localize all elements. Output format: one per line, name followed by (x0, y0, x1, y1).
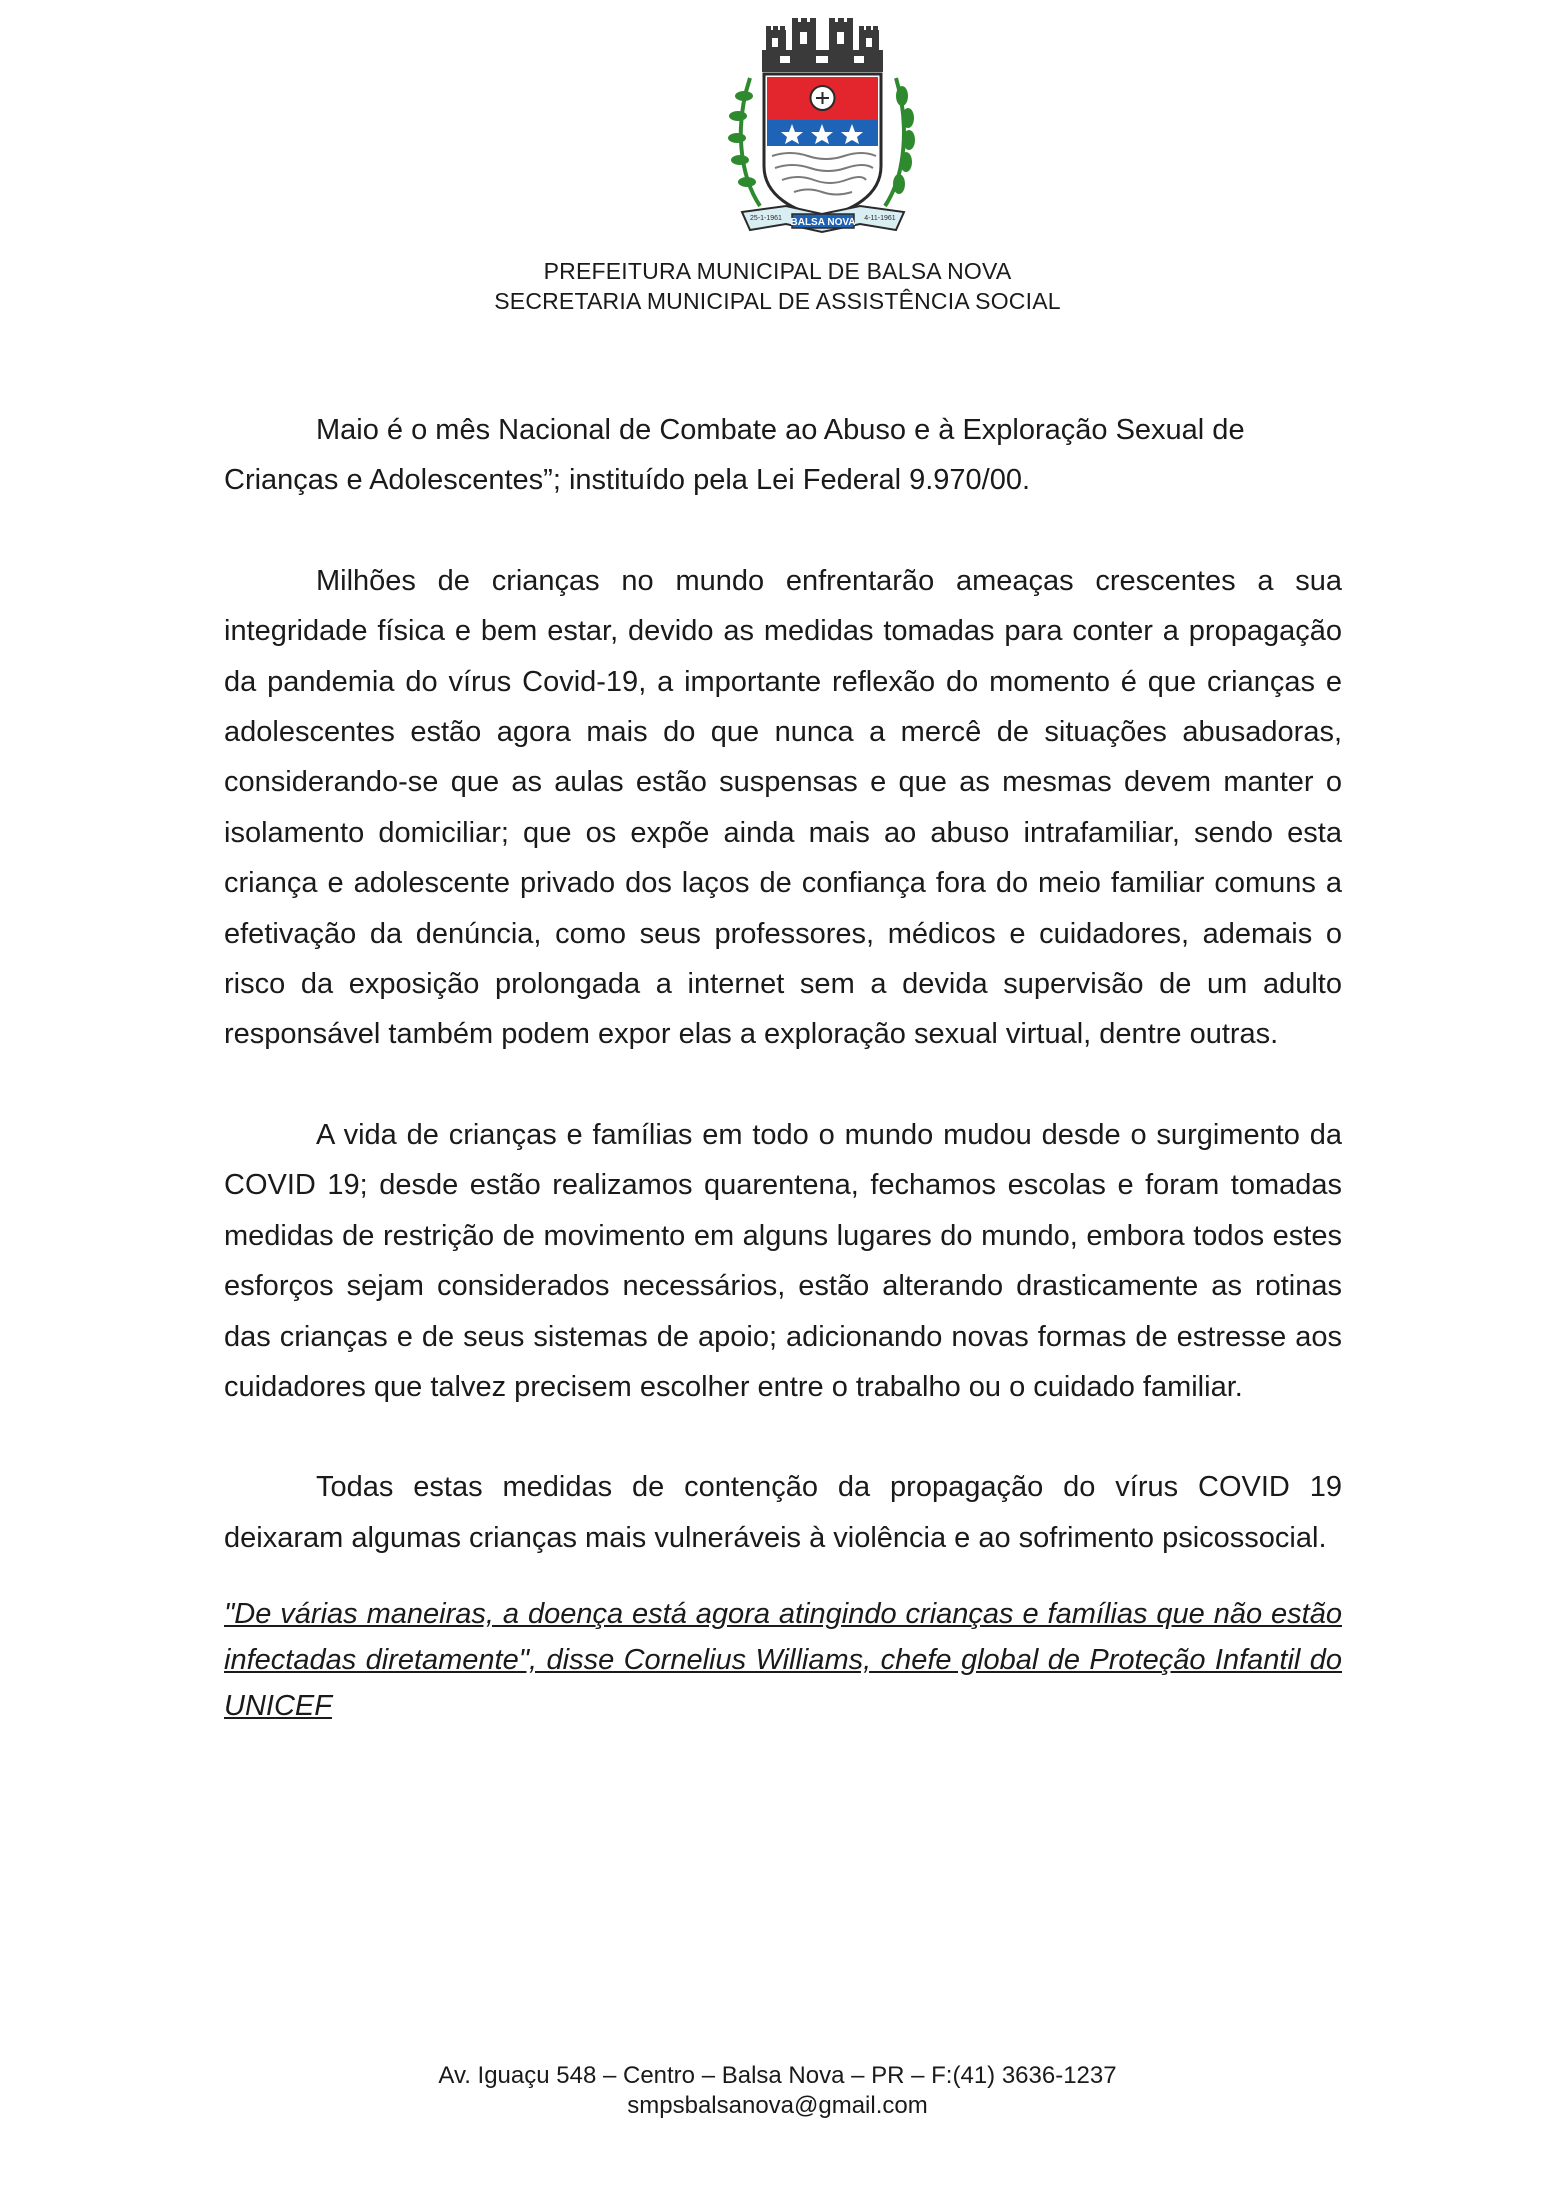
paragraph-4: Todas estas medidas de contenção da propagação do vírus COVID 19 deixaram algumas crianças mais vulneráveis à violência e ao sofrimento psicossocial. (224, 1471, 1342, 1554)
header-secretaria: SECRETARIA MUNICIPAL DE ASSISTÊNCIA SOCIAL (494, 288, 1061, 314)
footer-email: smpsbalsanova@gmail.com (627, 2092, 928, 2119)
municipal-coat-of-arms-icon (720, 16, 925, 244)
crest-left-date: 25-1-1961 (750, 215, 782, 222)
paragraph-2: Milhões de crianças no mundo enfrentarão ameaças crescentes a sua integridade física e bem estar, devido as medidas tomadas para conter a propagação da pandemia do vírus Covid-19, a importante reflexão do momento é que crianças e adolescentes estão agora mais do que nunca a mercê de situações abusadoras, considerando-se que as aulas estão suspensas e que as mesmas devem manter o isolamento domiciliar; que os expõe ainda mais ao abuso intrafamiliar, sendo esta criança e adolescente privado dos laços de confiança fora do meio familiar comuns a efetivação da denúncia, como seus professores, médicos e cuidadores, ademais o risco da exposição prolongada a internet sem a devida supervisão de um adulto responsável também podem expor elas a exploração sexual virtual, dentre outras. (224, 564, 1342, 1051)
crest-right-date: 4-11-1961 (864, 215, 896, 222)
document-body (224, 405, 1342, 1729)
crest-ribbon-text: BALSA NOVA (790, 217, 856, 228)
paragraph-1: Maio é o mês Nacional de Combate ao Abuso e à Exploração Sexual de Crianças e Adolescentes”; instituído pela Lei Federal 9.970/00. (224, 414, 1245, 497)
unicef-quote: "De várias maneiras, a doença está agora atingindo crianças e famílias que não estão infectadas diretamente", disse Cornelius Williams, chefe global de Proteção Infantil do UNICEF (224, 1598, 1342, 1723)
document-footer (0, 2061, 1555, 2121)
document-header (0, 256, 1555, 316)
header-prefeitura: PREFEITURA MUNICIPAL DE BALSA NOVA (543, 258, 1012, 284)
paragraph-3: A vida de crianças e famílias em todo o mundo mudou desde o surgimento da COVID 19; desde estão realizamos quarentena, fechamos escolas e foram tomadas medidas de restrição de movimento em alguns lugares do mundo, embora todos estes esforços sejam considerados necessários, estão alterando drasticamente as rotinas das crianças e de seus sistemas de apoio; adicionando novas formas de estresse aos cuidadores que talvez precisem escolher entre o trabalho ou o cuidado familiar. (224, 1118, 1342, 1403)
footer-address: Av. Iguaçu 548 – Centro – Balsa Nova – PR – F:(41) 3636-1237 (438, 2062, 1117, 2089)
